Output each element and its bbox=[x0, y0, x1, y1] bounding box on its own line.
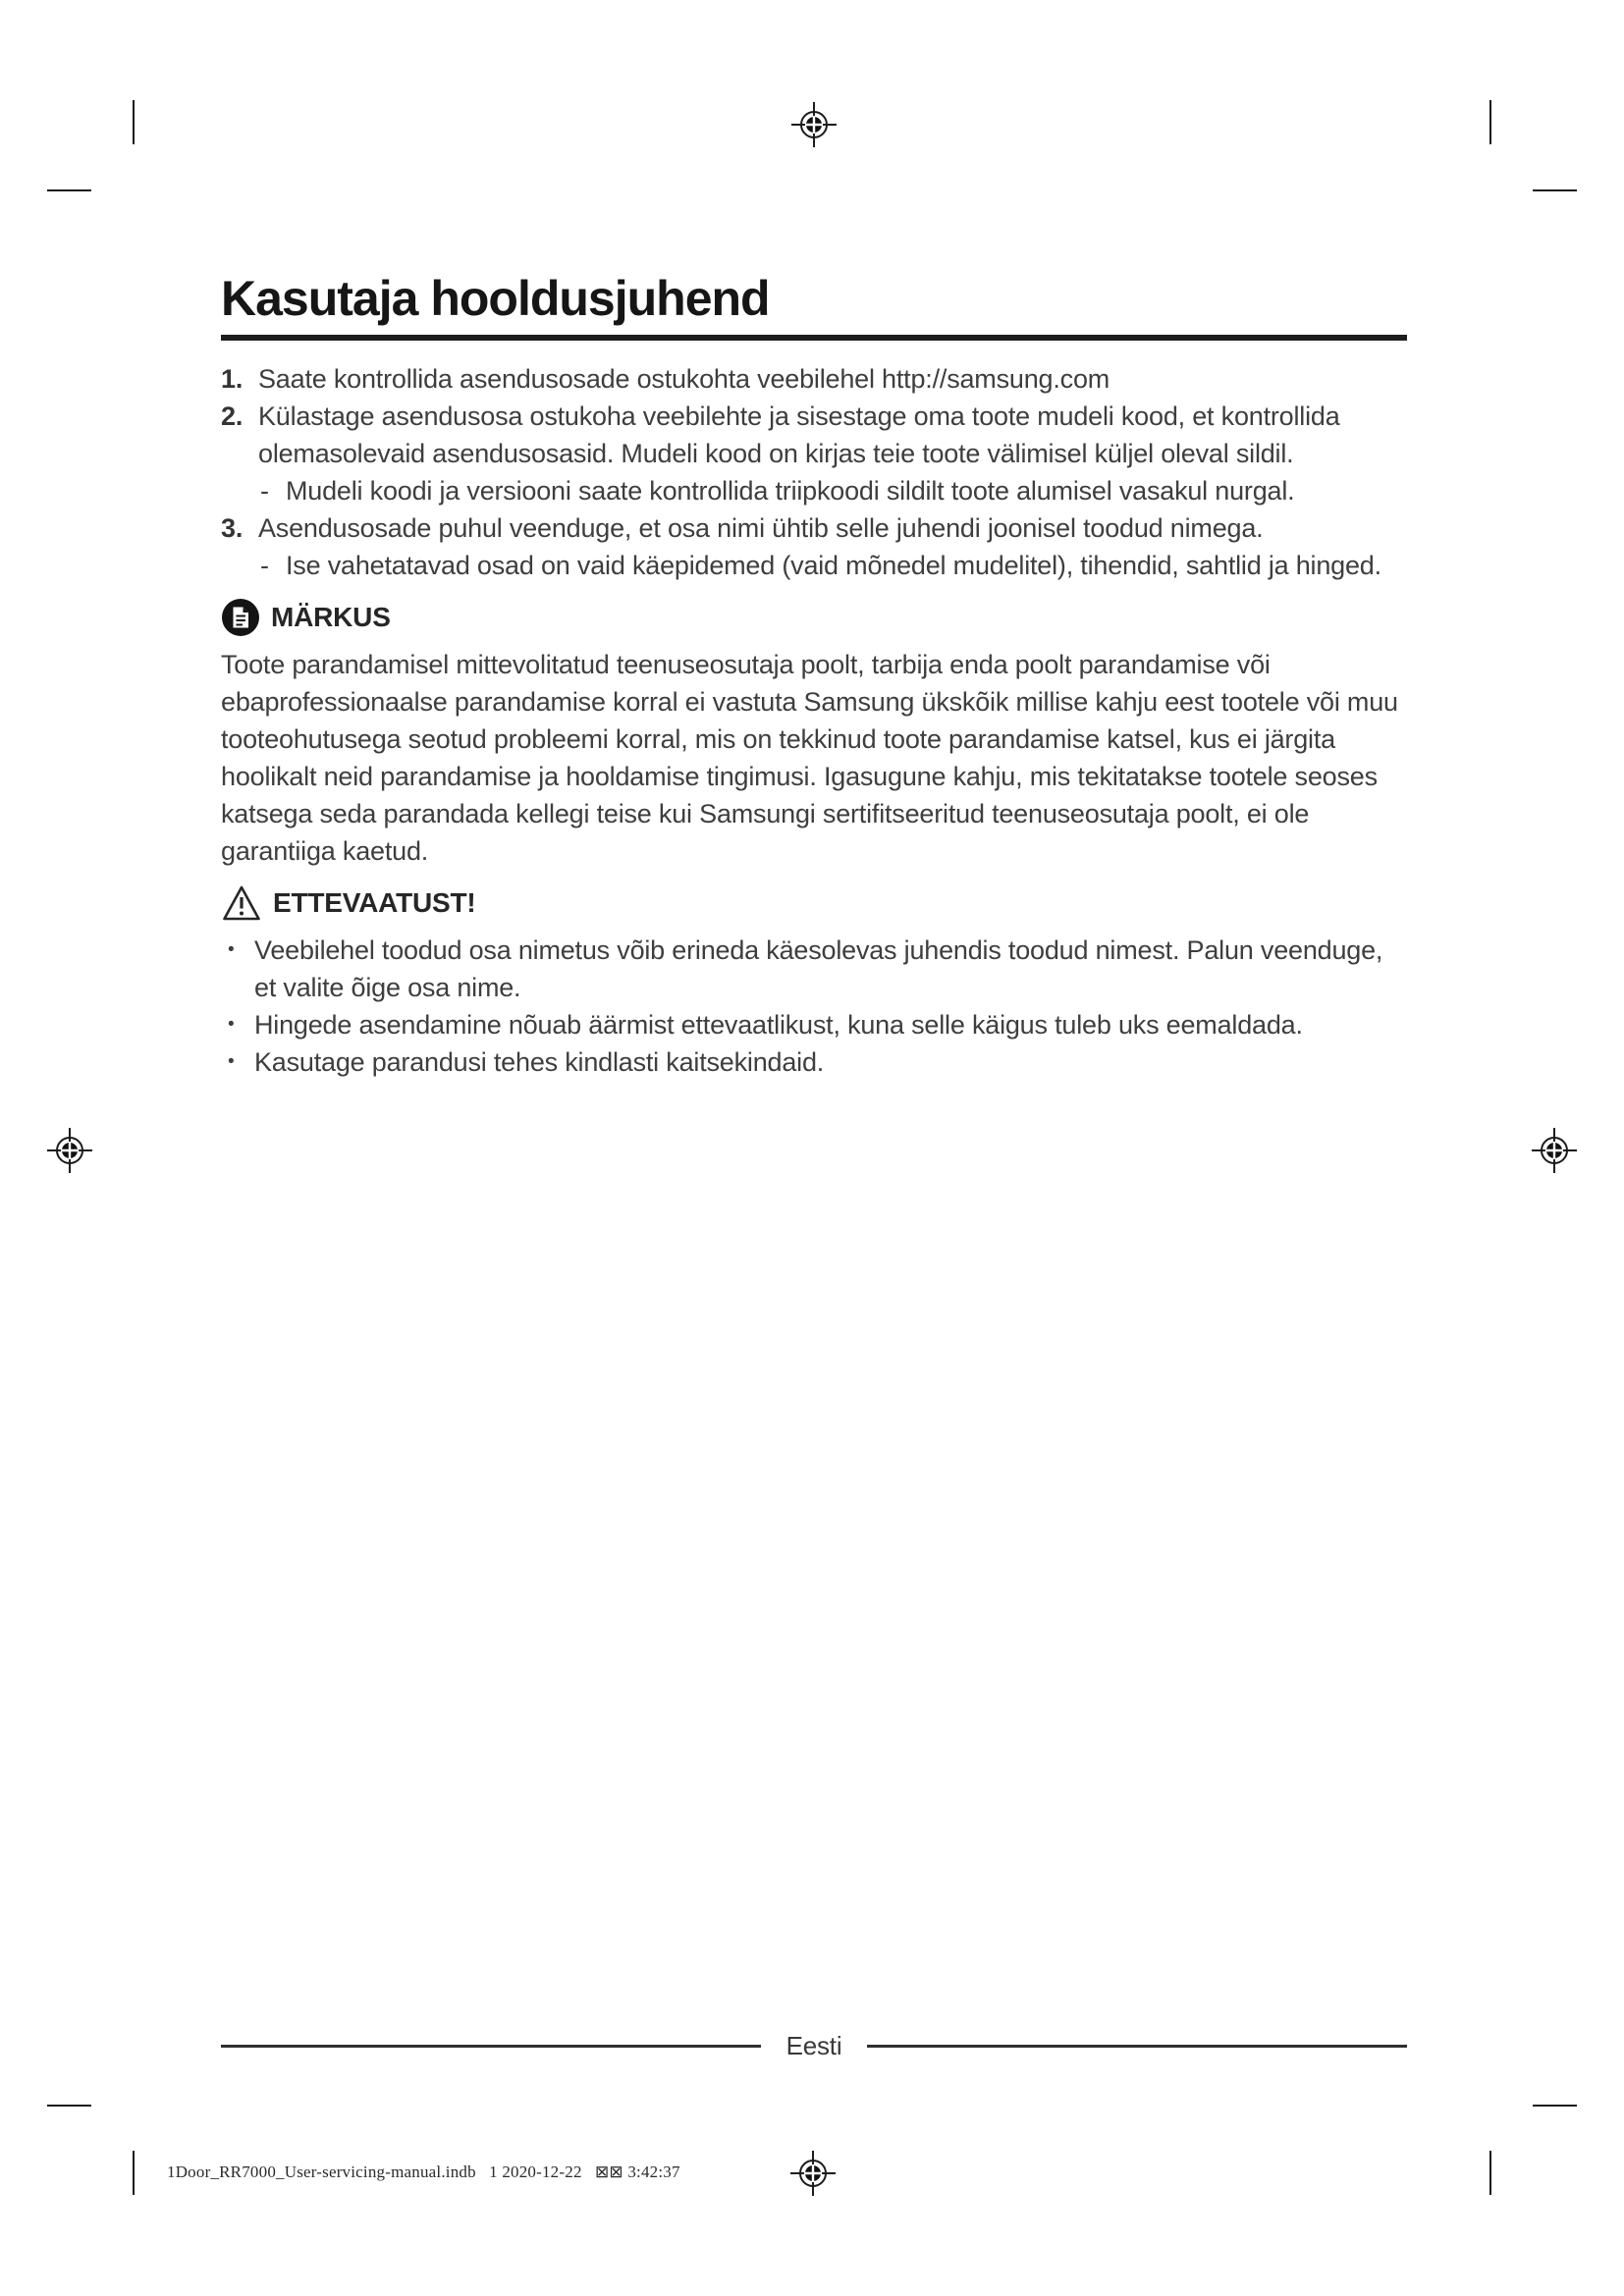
registration-target-icon bbox=[47, 1128, 92, 1173]
print-info-line: 1Door_RR7000_User-servicing-manual.indb 1 2020-12-22 ⊠⊠ 3:42:37 bbox=[167, 2163, 680, 2181]
page-title: Kasutaja hooldusjuhend bbox=[221, 271, 770, 326]
crop-mark-top-right-vertical bbox=[1489, 100, 1491, 144]
footer-divider-right bbox=[867, 2045, 1407, 2048]
warning-triangle-icon bbox=[221, 883, 262, 923]
registration-target-icon bbox=[1532, 1128, 1577, 1173]
footer-language-label: Eesti bbox=[785, 2031, 842, 2060]
note-heading-label: MÄRKUS bbox=[271, 602, 391, 632]
crop-mark-bottom-right-horizontal bbox=[1533, 2105, 1577, 2107]
dash-marker: - bbox=[260, 551, 269, 580]
note-heading bbox=[221, 598, 1407, 637]
step-item bbox=[221, 398, 1407, 472]
step-number: 3. bbox=[221, 513, 244, 543]
step-text: Saate kontrollida asendusosade ostukohta veebilehel http://samsung.com bbox=[258, 364, 1110, 394]
crop-mark-top-left-vertical bbox=[133, 100, 135, 144]
bullet-text: Kasutage parandusi tehes kindlasti kaitsekindaid. bbox=[254, 1047, 825, 1077]
content-column bbox=[221, 271, 1407, 1081]
steps-list bbox=[221, 360, 1407, 584]
subitem-text: Ise vahetatavad osad on vaid käepidemed (vaid mõnedel mudelitel), tihendid, sahtlid ja hinged. bbox=[286, 551, 1381, 580]
dash-marker: - bbox=[260, 476, 269, 506]
bullet-text: Hingede asendamine nõuab äärmist ettevaatlikust, kuna selle käigus tuleb uks eemaldada. bbox=[254, 1010, 1303, 1040]
document-note-icon bbox=[221, 598, 260, 637]
step-item bbox=[221, 360, 1407, 398]
step-text: Asendusosade puhul veenduge, et osa nimi ühtib selle juhendi joonisel toodud nimega. bbox=[258, 513, 1264, 543]
footer-divider-left bbox=[221, 2045, 761, 2048]
caution-heading-label: ETTEVAATUST! bbox=[273, 887, 476, 918]
step-number: 1. bbox=[221, 364, 244, 394]
language-footer bbox=[221, 2028, 1407, 2063]
crop-mark-bottom-left-horizontal bbox=[47, 2105, 91, 2107]
step-item bbox=[221, 509, 1407, 547]
step-subitem bbox=[258, 547, 1407, 584]
bullet-text: Veebilehel toodud osa nimetus võib erineda käesolevas juhendis toodud nimest. Palun veenduge, et valite õige osa nime. bbox=[254, 935, 1383, 1002]
bullet-item bbox=[221, 932, 1407, 1006]
step-number: 2. bbox=[221, 401, 244, 431]
bullet-marker: • bbox=[228, 1051, 235, 1072]
caution-list bbox=[221, 932, 1407, 1081]
crop-mark-bottom-right-vertical bbox=[1489, 2151, 1491, 2195]
crop-mark-bottom-left-vertical bbox=[133, 2151, 135, 2195]
step-text: Külastage asendusosa ostukoha veebilehte ja sisestage oma toote mudeli kood, et kontrollida olemasolevaid asendusosasid. Mudeli kood on kirjas teie toote välimisel küljel oleval sildil. bbox=[258, 401, 1340, 468]
bullet-item bbox=[221, 1043, 1407, 1081]
bullet-marker: • bbox=[228, 1014, 235, 1035]
bullet-marker: • bbox=[228, 939, 235, 960]
registration-target-icon bbox=[790, 2151, 836, 2196]
crop-mark-top-left-horizontal bbox=[47, 189, 91, 191]
step-subitem bbox=[258, 472, 1407, 509]
crop-mark-top-right-horizontal bbox=[1533, 189, 1577, 191]
note-body: Toote parandamisel mittevolitatud teenuseosutaja poolt, tarbija enda poolt parandamise või ebaprofessionaalse parandamise korral ei vastuta Samsung ükskõik millise kahju eest tootele või muu tooteohutusega seotud probleemi korral, mis on tekkinud toote parandamise katsel, kus ei järgita hoolikalt neid parandamise ja hooldamise tingimusi. Igasugune kahju, mis tekitatakse tootele seoses katsega seda parandada kellegi teise kui Samsungi sertifitseeritud teenuseosutaja poolt, ei ole garantiiga kaetud. bbox=[221, 650, 1398, 866]
caution-heading bbox=[221, 883, 1407, 923]
registration-target-icon bbox=[791, 102, 837, 147]
title-rule bbox=[221, 335, 1407, 341]
subitem-text: Mudeli koodi ja versiooni saate kontrollida triipkoodi sildilt toote alumisel vasakul nurgal. bbox=[286, 476, 1295, 506]
bullet-item bbox=[221, 1006, 1407, 1043]
